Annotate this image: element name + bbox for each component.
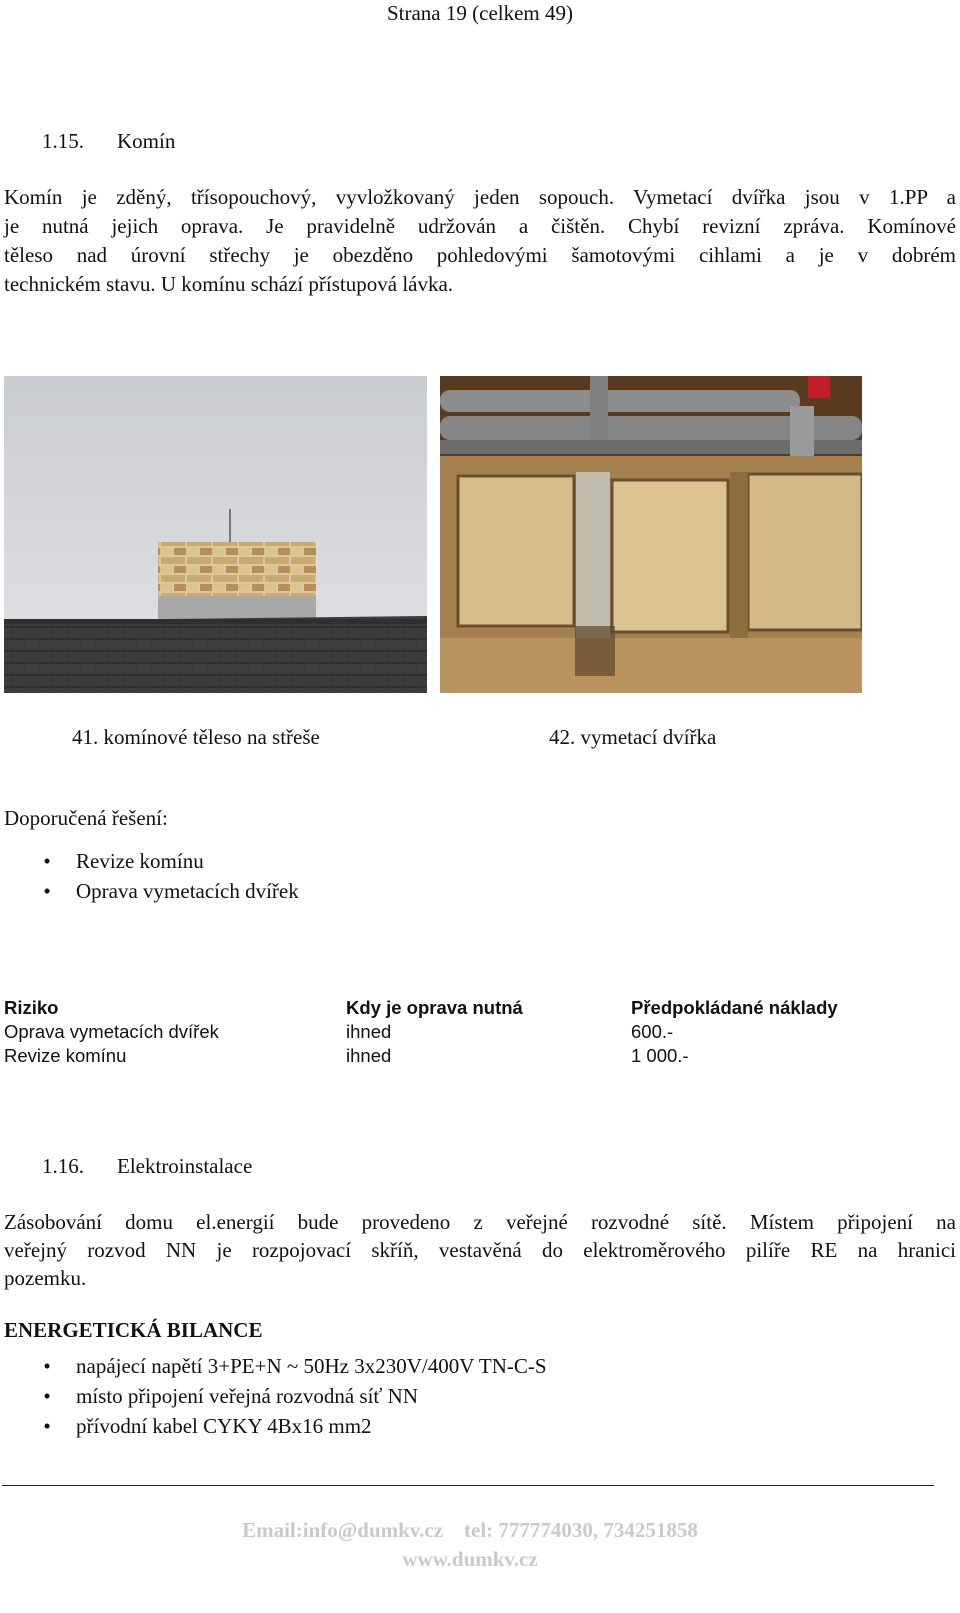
photo-cleaning-doors (440, 376, 862, 693)
paragraph-line: Zásobování domu el.energií bude provedeno z veřejné rozvodné sítě. Místem připojení na (4, 1210, 956, 1234)
list-item-text: napájecí napětí 3+PE+N ~ 50Hz 3x230V/400V TN-C-S (76, 1354, 547, 1378)
section-title: Komín (117, 129, 176, 153)
paragraph-line: veřejný rozvod NN je rozpojovací skříň, vestavěná do elektroměrového pilíře RE na hranici (4, 1238, 956, 1262)
list-item (0, 846, 299, 876)
list-item (0, 1351, 547, 1381)
table-row (4, 1044, 931, 1068)
bullet-icon: • (43, 1414, 51, 1438)
paragraph-line: je nutná jejich oprava. Je pravidelně udržován a čištěn. Chybí revizní zpráva. Komínové (4, 214, 956, 238)
paragraph-line: Komín je zděný, třísopouchový, vyvložkovaný jeden sopouch. Vymetací dvířka jsou v 1.PP a (4, 185, 956, 209)
list-item-text: Revize komínu (76, 849, 204, 873)
footer-divider (2, 1485, 934, 1486)
bullet-icon: • (43, 879, 51, 903)
risk-table (4, 996, 931, 1068)
paragraph-line: technickém stavu. U komínu schází přístupová lávka. (4, 272, 454, 296)
list-item (0, 1411, 547, 1441)
list-item-text: přívodní kabel CYKY 4Bx16 mm2 (76, 1414, 372, 1438)
paragraph-line: pozemku. (4, 1266, 87, 1290)
energy-balance-title: ENERGETICKÁ BILANCE (4, 1318, 263, 1342)
bullet-icon: • (43, 849, 51, 873)
section-number: 1.15. (42, 129, 84, 153)
column-header-cost: Předpokládané náklady (631, 997, 838, 1018)
table-row (4, 1020, 931, 1044)
section-heading-electrical (42, 1153, 252, 1179)
bullet-icon: • (43, 1354, 51, 1378)
chimney-description (4, 183, 956, 299)
energy-balance-list (0, 1351, 547, 1441)
table-cell: ihned (346, 1045, 392, 1066)
photo-caption-41: 41. komínové těleso na střeše (72, 725, 320, 749)
section-number: 1.16. (42, 1154, 84, 1178)
table-cell: Revize komínu (4, 1045, 127, 1066)
list-item-text: Oprava vymetacích dvířek (76, 879, 299, 903)
footer-website: www.dumkv.cz (402, 1547, 538, 1571)
photo-caption-42: 42. vymetací dvířka (549, 725, 717, 749)
page-number-label: Strana 19 (celkem 49) (386, 1, 574, 25)
list-item (0, 1381, 547, 1411)
footer-contact: Email:info@dumkv.cz tel: 777774030, 734251858 (242, 1518, 698, 1542)
photo-chimney-on-roof (4, 376, 427, 693)
bullet-icon: • (43, 1384, 51, 1408)
section-heading-chimney (42, 128, 175, 154)
column-header-risk: Riziko (4, 997, 59, 1018)
list-item (0, 876, 299, 906)
table-cell: 600.- (631, 1021, 674, 1042)
table-cell: 1 000.- (631, 1045, 689, 1066)
electrical-description (4, 1208, 956, 1292)
table-cell: ihned (346, 1021, 392, 1042)
table-cell: Oprava vymetacích dvířek (4, 1021, 219, 1042)
table-header-row (4, 996, 931, 1020)
list-item-text: místo připojení veřejná rozvodná síť NN (76, 1384, 418, 1408)
paragraph-line: těleso nad úrovní střechy je obezděno pohledovými šamotovými cihlami a je v dobrém (4, 243, 956, 267)
recommended-solutions-label: Doporučená řešení: (4, 806, 168, 830)
column-header-when: Kdy je oprava nutná (346, 997, 523, 1018)
recommended-solutions-list (0, 846, 299, 906)
section-title: Elektroinstalace (117, 1154, 253, 1178)
